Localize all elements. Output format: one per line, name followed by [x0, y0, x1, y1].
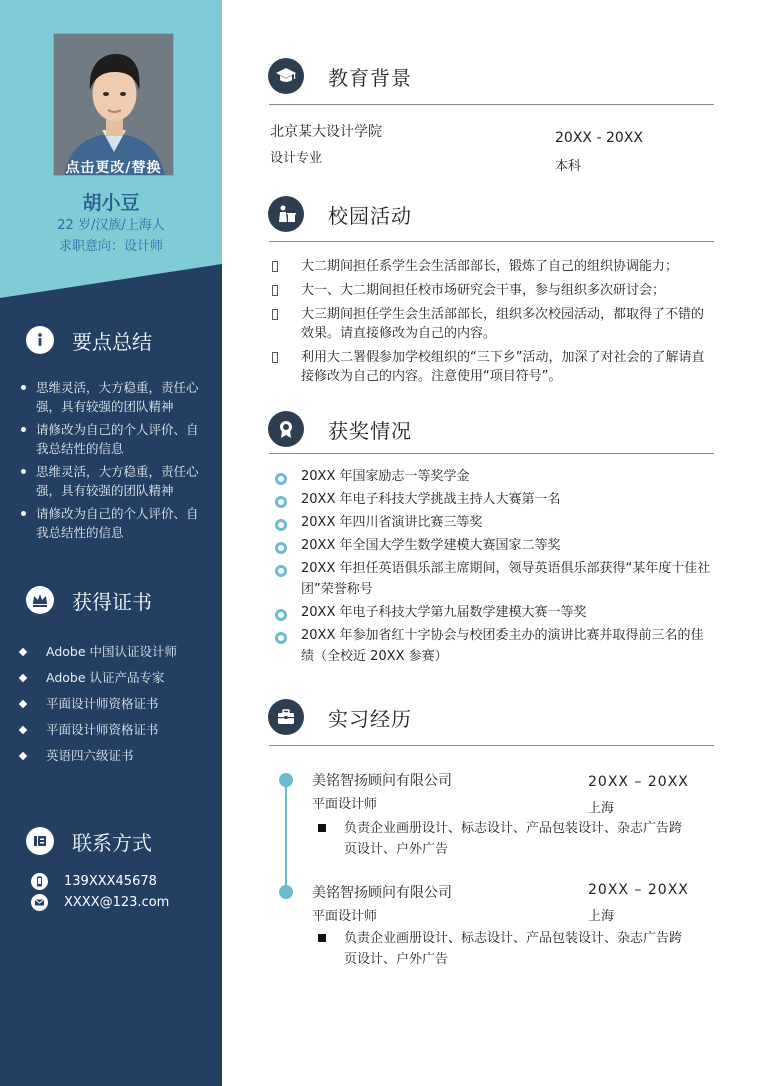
contact-title: 联系方式	[72, 830, 152, 855]
contact-card-icon	[26, 827, 54, 855]
certificates-list	[18, 642, 213, 772]
awards-title: 获奖情况	[328, 418, 412, 443]
circle-bullet-icon	[275, 519, 287, 531]
award-item	[273, 489, 713, 510]
candidate-name: 胡小豆	[82, 192, 140, 214]
job-years: 20XX – 20XX	[588, 774, 689, 790]
award-medal-icon	[268, 411, 304, 447]
activity-text: 利用大二署假参加学校组织的“三下乡”活动，加深了对社会的了解请直接修改为自己的内容。注意使用“项目符号”。	[301, 350, 705, 384]
degree: 本科	[555, 159, 582, 174]
education-heading	[268, 56, 412, 96]
bullet-marker	[272, 309, 278, 320]
job-company: 美铭智扬顾问有限公司	[312, 885, 452, 901]
certificate-item: 平面设计师资格证书	[18, 720, 213, 746]
sidebar	[0, 0, 222, 1086]
job-description	[318, 928, 688, 970]
activity-item	[270, 348, 715, 386]
divider	[269, 104, 714, 105]
job-description-text: 负责企业画册设计、标志设计、产品包装设计、杂志广告跨页设计、户外广告	[344, 821, 683, 857]
education-years: 20XX - 20XX	[555, 130, 643, 146]
bullet-marker	[272, 352, 278, 363]
award-item	[273, 535, 713, 556]
graduation-cap-icon	[268, 58, 304, 94]
summary-list	[18, 378, 208, 546]
email-address[interactable]: XXXX@123.com	[64, 894, 170, 910]
activity-item	[270, 281, 715, 300]
awards-heading	[268, 409, 412, 449]
photo-change-caption[interactable]: 点击更改/替换	[65, 160, 162, 176]
award-text: 20XX 年电子科技大学第九届数学建模大赛一等奖	[301, 605, 587, 620]
award-item	[273, 466, 713, 487]
award-item	[273, 625, 713, 667]
email-row	[31, 892, 169, 912]
summary-item: 思维灵活，大方稳重，责任心强，具有较强的团队精神	[18, 462, 208, 500]
awards-list	[273, 466, 713, 669]
activity-item	[270, 257, 715, 276]
timeline-dot	[279, 773, 293, 787]
award-text: 20XX 年电子科技大学挑战主持人大赛第一名	[301, 492, 561, 507]
candidate-info: 22 岁/汉族/上海人	[57, 218, 165, 233]
job-company: 美铭智扬顾问有限公司	[312, 773, 452, 789]
job-years: 20XX – 20XX	[588, 882, 689, 898]
award-text: 20XX 年参加省红十字协会与校团委主办的演讲比赛并取得前三名的佳绩（全校近 20XX 参赛）	[301, 628, 704, 664]
phone-icon	[31, 873, 48, 890]
summary-item: 请修改为自己的个人评价、自我总结性的信息	[18, 420, 208, 458]
square-bullet-icon	[318, 934, 326, 942]
avatar	[54, 34, 174, 176]
circle-bullet-icon	[275, 542, 287, 554]
divider	[269, 241, 714, 242]
circle-bullet-icon	[275, 565, 287, 577]
timeline-dot	[279, 885, 293, 899]
contact-heading	[26, 825, 152, 857]
activity-item	[270, 305, 715, 343]
certificates-heading	[26, 584, 152, 616]
award-item	[273, 558, 713, 600]
education-title: 教育背景	[328, 65, 412, 90]
circle-bullet-icon	[275, 473, 287, 485]
job-description	[318, 818, 688, 860]
briefcase-icon	[268, 699, 304, 735]
job-position: 平面设计师	[312, 909, 378, 924]
activities-list	[270, 257, 715, 391]
award-text: 20XX 年担任英语俱乐部主席期间，领导英语俱乐部获得“某年度十佳社团”荣誉称号	[301, 561, 711, 597]
job-position: 平面设计师	[312, 797, 378, 812]
activity-text: 大三期间担任学生会生活部部长，组织多次校园活动，都取得了不错的效果。请直接修改为自己的内容。	[301, 307, 705, 341]
award-text: 20XX 年四川省演讲比赛三等奖	[301, 515, 483, 530]
certificate-item: Adobe 认证产品专家	[18, 668, 213, 694]
activity-text: 大一、大二期间担任校市场研究会干事，参与组织多次研讨会；	[301, 283, 666, 298]
divider	[269, 453, 714, 454]
info-icon	[26, 326, 54, 354]
activity-text: 大二期间担任系学生会生活部部长，锻炼了自己的组织协调能力；	[301, 259, 679, 274]
activities-heading	[268, 194, 412, 234]
circle-bullet-icon	[275, 632, 287, 644]
internship-title: 实习经历	[328, 706, 412, 731]
summary-heading	[26, 324, 152, 356]
bullet-marker	[272, 261, 278, 272]
award-item	[273, 512, 713, 533]
job-objective: 求职意向：设计师	[58, 239, 163, 254]
activities-title: 校园活动	[328, 203, 412, 228]
profile-photo[interactable]	[53, 33, 174, 176]
certificate-item: 英语四六级证书	[18, 746, 213, 772]
internship-heading	[268, 697, 412, 737]
award-text: 20XX 年国家励志一等奖学金	[301, 469, 470, 484]
certificates-title: 获得证书	[72, 589, 152, 614]
podium-presenter-icon	[268, 196, 304, 232]
bullet-marker	[272, 285, 278, 296]
divider	[269, 745, 714, 746]
job-city: 上海	[588, 909, 615, 924]
email-icon	[31, 894, 48, 911]
award-item	[273, 602, 713, 623]
job-city: 上海	[588, 801, 615, 816]
certificate-item: 平面设计师资格证书	[18, 694, 213, 720]
major: 设计专业	[270, 151, 323, 166]
crown-icon	[26, 586, 54, 614]
school-name: 北京某大设计学院	[270, 124, 382, 140]
circle-bullet-icon	[275, 496, 287, 508]
summary-title: 要点总结	[72, 329, 152, 354]
job-description-text: 负责企业画册设计、标志设计、产品包装设计、杂志广告跨页设计、户外广告	[344, 931, 683, 967]
summary-item: 请修改为自己的个人评价、自我总结性的信息	[18, 504, 208, 542]
timeline-line	[285, 780, 287, 892]
square-bullet-icon	[318, 824, 326, 832]
phone-row	[31, 871, 157, 891]
certificate-item: Adobe 中国认证设计师	[18, 642, 213, 668]
phone-number[interactable]: 139XXX45678	[64, 873, 157, 889]
circle-bullet-icon	[275, 609, 287, 621]
award-text: 20XX 年全国大学生数学建模大赛国家二等奖	[301, 538, 561, 553]
summary-item: 思维灵活，大方稳重，责任心强，具有较强的团队精神	[18, 378, 208, 416]
